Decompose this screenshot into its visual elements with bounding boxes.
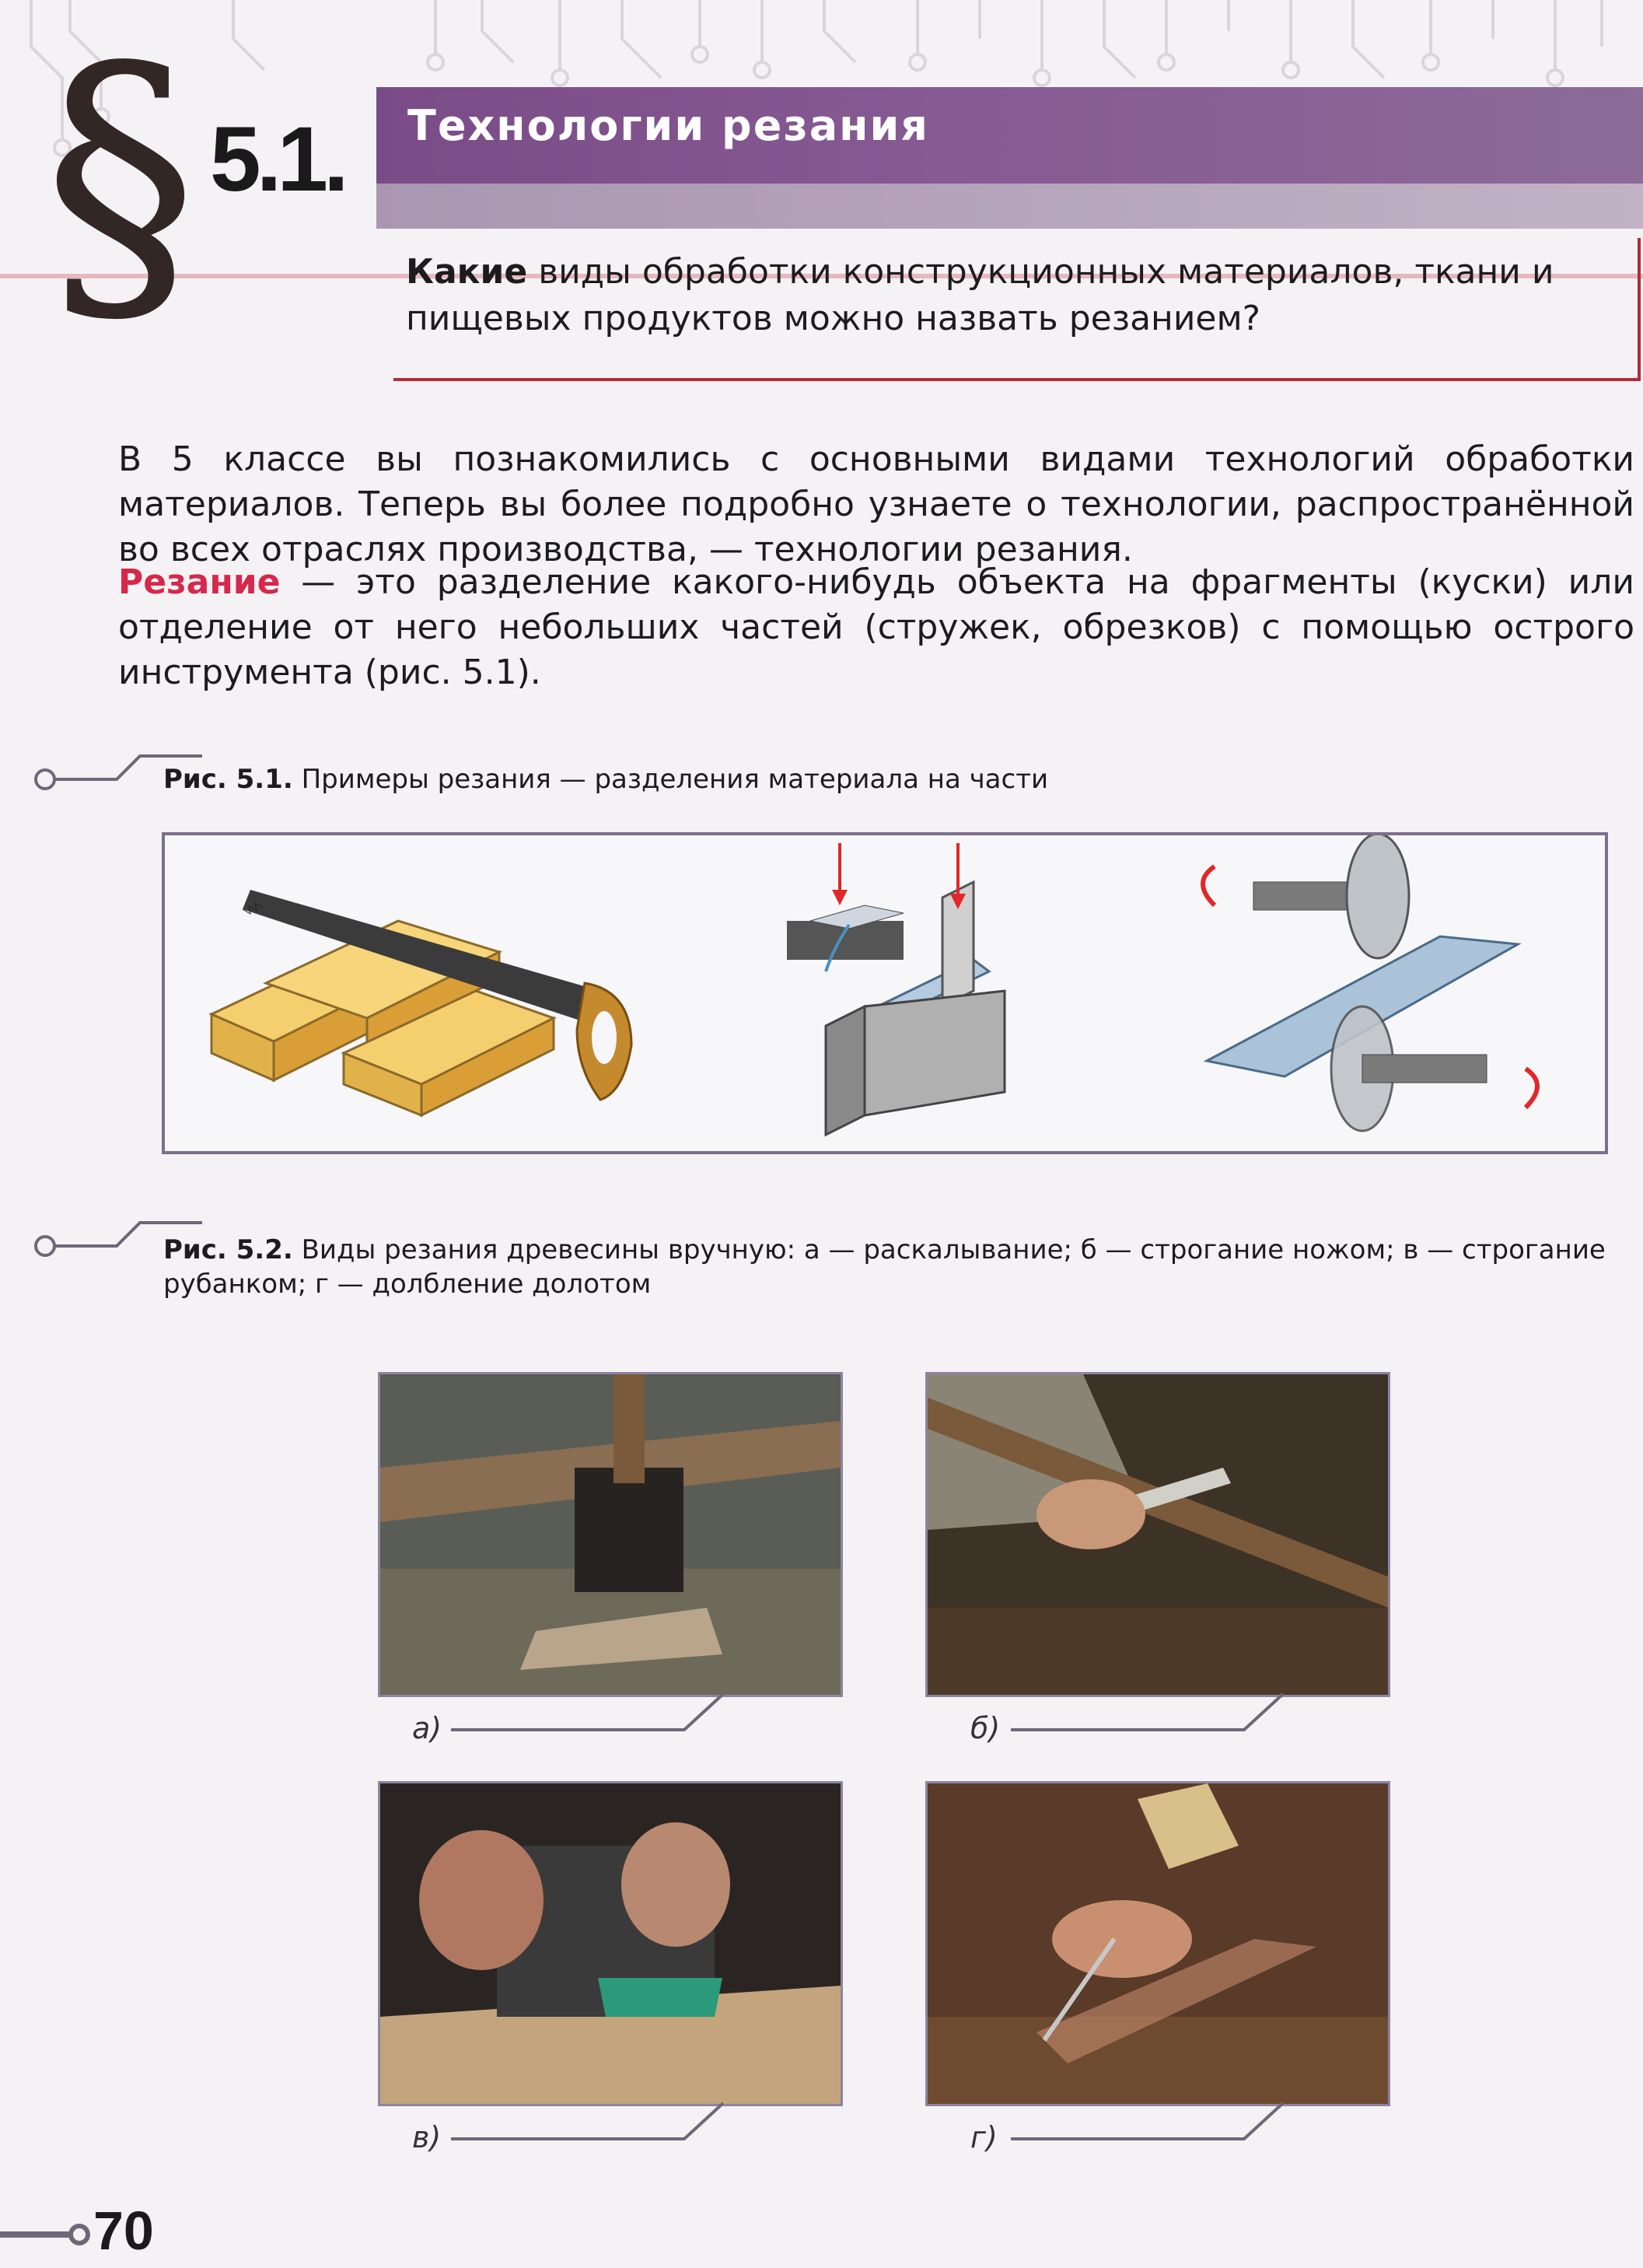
figure2-label: Рис. 5.2. (163, 1234, 293, 1265)
question-text: виды обработки конструкционных материалов, ткани и пищевых продуктов можно назвать резанием? (406, 252, 1554, 338)
photo-label-d: г) (970, 2120, 998, 2154)
label-connector-c (435, 2102, 731, 2156)
term-cutting: Резание (118, 562, 281, 602)
figure1-caption (163, 764, 1048, 795)
label-connector-b (995, 1692, 1291, 1747)
photo-label-c: в) (412, 2120, 442, 2154)
definition-paragraph (118, 560, 1634, 695)
label-connector-a (435, 1692, 731, 1747)
photo-label-a: а) (412, 1711, 442, 1745)
paragraph-sign: § (43, 2, 198, 363)
rotary-shears (1203, 835, 1537, 1131)
definition-text: — это разделение какого-нибудь объекта на фрагменты (куски) или отделение от него небольших частей (стружек, обрезков) с помощью острого инструмента (рис. 5.1). (118, 562, 1634, 692)
cutting-examples-drawing (165, 835, 1605, 1151)
page-number-connector (0, 2215, 93, 2254)
figure2-text: Виды резания древесины вручную: а — раскалывание; б — строгание ножом; в — строгание рубанком; г — долбление долотом (163, 1234, 1606, 1300)
shearing-schematic (787, 843, 1005, 1135)
section-number: 5.1. (210, 108, 344, 211)
figure1-label: Рис. 5.1. (163, 764, 293, 795)
question-lead: Какие (406, 252, 528, 292)
figure1-illustration (162, 832, 1608, 1154)
photo-splitting (378, 1372, 843, 1697)
title-bar-lower (376, 184, 1643, 229)
key-question (406, 249, 1619, 342)
photo-hand-plane (378, 1781, 843, 2106)
photo-label-b: б) (970, 1711, 1001, 1745)
photo-chiseling (925, 1781, 1390, 2106)
page-number: 70 (93, 2200, 154, 2261)
label-connector-d (995, 2102, 1291, 2156)
section-title: Технологии резания (407, 101, 929, 150)
figure1-text: Примеры резания — разделения материала на части (292, 764, 1049, 795)
title-bar (376, 87, 1643, 184)
photo-knife-planing (925, 1372, 1390, 1697)
intro-paragraph: В 5 классе вы познакомились с основными видами технологий обработки материалов. Теперь вы более подробно узнаете о технологии, распространённой во всех отраслях производства, — технологии резания. (118, 439, 1634, 569)
figure2-caption (163, 1233, 1641, 1301)
